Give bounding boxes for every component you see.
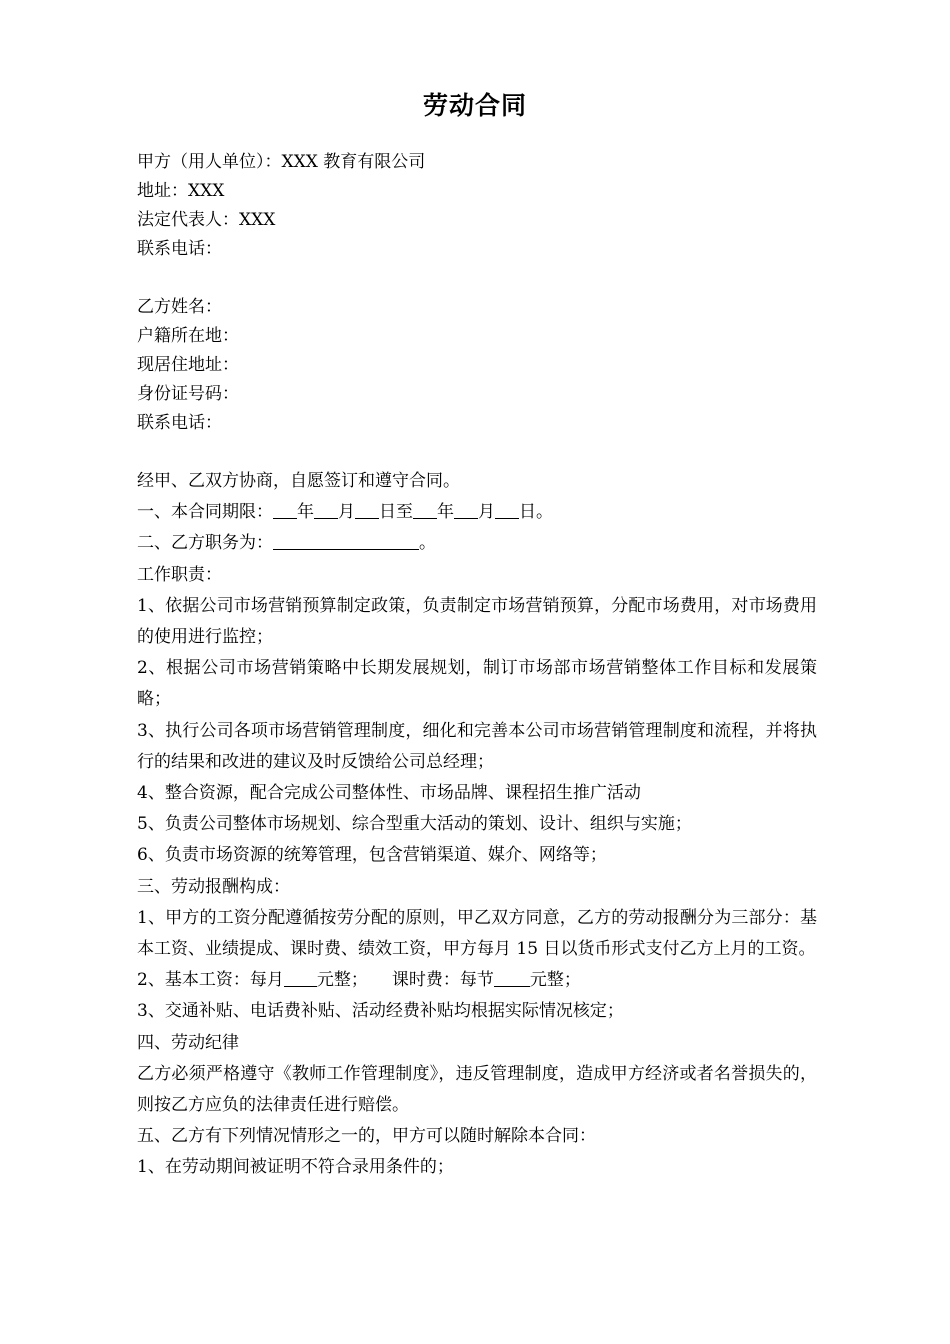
lesson-fee-blank	[494, 969, 530, 987]
term-year-1: 年	[297, 502, 314, 523]
contract-term	[137, 497, 817, 528]
end-day-blank	[495, 501, 519, 519]
end-month-blank	[454, 501, 478, 519]
end-year-blank	[413, 501, 437, 519]
term-day-2: 日。	[519, 502, 553, 523]
party-b-id-number: 身份证号码：	[137, 384, 239, 404]
duty-item-4: 4、整合资源，配合完成公司整体性、市场品牌、课程招生推广活动	[137, 783, 641, 804]
party-a-section	[137, 148, 817, 264]
party-b-phone: 联系电话：	[137, 413, 222, 433]
duty-item-2: 2、根据公司市场营销策略中长期发展规划，制订市场部市场营销整体工作目标和发展策略；	[137, 658, 817, 710]
lesson-fee-prefix: 课时费：每节	[391, 970, 494, 991]
party-b-section	[137, 293, 817, 438]
lesson-fee-unit: 元整；	[529, 970, 581, 991]
duty-item-6: 6、负责市场资源的统筹管理，包含营销渠道、媒介、网络等；	[137, 845, 607, 866]
pay-item-3: 3、交通补贴、电话费补贴、活动经费补贴均根据实际情况核定；	[137, 1001, 624, 1022]
party-b-residence: 现居住地址：	[137, 355, 239, 375]
termination-heading: 五、乙方有下列情况情形之一的，甲方可以随时解除本合同：	[137, 1126, 596, 1147]
duty-item-3: 3、执行公司各项市场营销管理制度，细化和完善本公司市场营销管理制度和流程，并将执行的结果和改进的建议及时反馈给公司总经理；	[137, 720, 817, 772]
duty-item-1: 1、依据公司市场营销预算制定政策，负责制定市场营销预算，分配市场费用，对市场费用的使用进行监控；	[137, 595, 817, 648]
pay-item-1: 1、甲方的工资分配遵循按劳分配的原则，甲乙双方同意，乙方的劳动报酬分为三部分：基本工资、业绩提成、课时费、绩效工资，甲方每月 15 日以货币形式支付乙方上月的工资。	[137, 907, 817, 960]
start-day-blank	[355, 501, 379, 519]
term-prefix: 一、本合同期限：	[137, 502, 273, 523]
position-line	[137, 528, 817, 559]
start-month-blank	[314, 501, 338, 519]
term-month-1: 月	[338, 502, 355, 523]
base-salary-prefix: 2、基本工资：每月	[137, 970, 284, 991]
base-salary-blank	[284, 969, 317, 987]
duties-heading: 工作职责：	[137, 564, 222, 585]
position-blank	[273, 532, 419, 550]
term-day-1: 日至	[379, 502, 413, 523]
term-year-2: 年	[437, 502, 454, 523]
party-a-name: 甲方（用人单位）：XXX 教育有限公司	[137, 152, 426, 172]
party-b-household: 户籍所在地：	[137, 326, 239, 346]
document-title: 劳动合同	[422, 91, 527, 120]
termination-item-1: 1、在劳动期间被证明不符合录用条件的；	[137, 1157, 454, 1178]
term-month-2: 月	[478, 502, 495, 523]
party-a-phone: 联系电话：	[137, 239, 222, 259]
base-salary-unit: 元整；	[316, 970, 368, 991]
pay-item-2	[137, 965, 817, 996]
position-suffix: 。	[419, 533, 436, 554]
party-b-name: 乙方姓名：	[137, 297, 222, 317]
discipline-heading: 四、劳动纪律	[137, 1032, 239, 1053]
pay-heading: 三、劳动报酬构成：	[137, 876, 290, 897]
position-prefix: 二、乙方职务为：	[137, 533, 273, 554]
intro-paragraph: 经甲、乙双方协商，自愿签订和遵守合同。	[137, 471, 460, 491]
duty-item-5: 5、负责公司整体市场规划、综合型重大活动的策划、设计、组织与实施；	[137, 814, 692, 835]
contract-body	[137, 466, 817, 1184]
start-year-blank	[273, 501, 297, 519]
party-a-representative: 法定代表人：XXX	[137, 210, 276, 230]
party-a-address: 地址：XXX	[137, 181, 225, 201]
discipline-paragraph: 乙方必须严格遵守《教师工作管理制度》，违反管理制度，造成甲方经济或者名誉损失的，则按乙方应负的法律责任进行赔偿。	[137, 1063, 817, 1116]
